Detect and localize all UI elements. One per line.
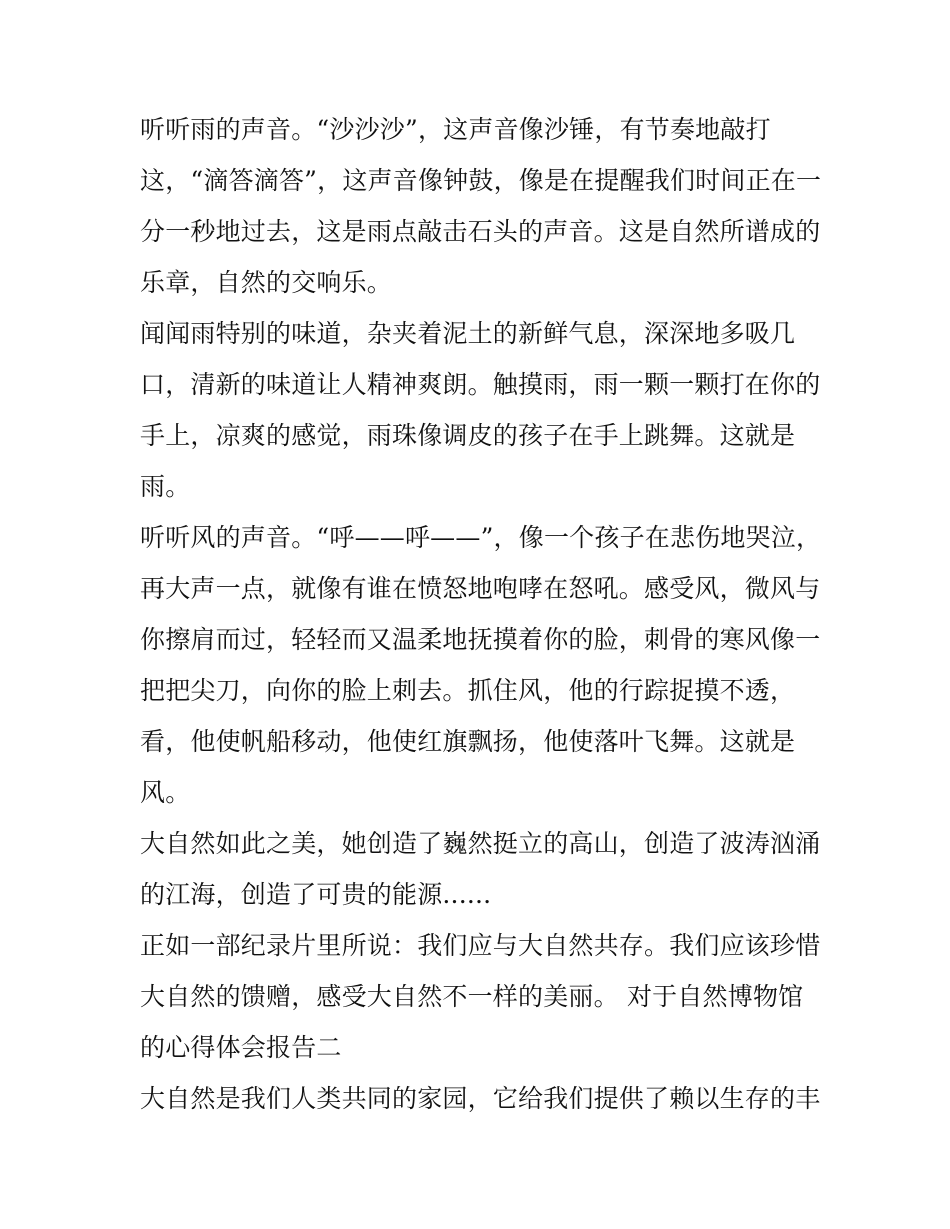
document-body [140,104,820,1124]
text-line: 乐章，自然的交响乐。 [140,268,393,297]
text-line: 看，他使帆船移动，他使红旗飘扬，他使落叶飞舞。这就是 [140,727,796,756]
text-line: 听听雨的声音。“沙沙沙”，这声音像沙锤，有节奏地敲打 [140,115,771,144]
text-line: 这，“滴答滴答”，这声音像钟鼓，像是在提醒我们时间正在一 [140,166,822,195]
text-line: 你擦肩而过，轻轻而又温柔地抚摸着你的脸，刺骨的寒风像一 [140,625,821,654]
text-line: 的江海，创造了可贵的能源...... [140,880,492,909]
text-line: 正如一部纪录片里所说：我们应与大自然共存。我们应该珍惜 [140,931,821,960]
text-line: 雨。 [140,472,191,501]
text-line: 大自然是我们人类共同的家园，它给我们提供了赖以生存的丰 [140,1084,821,1113]
text-line: 听听风的声音。“呼——呼——”，像一个孩子在悲伤地哭泣， [140,523,822,552]
text-line: 再大声一点，就像有谁在愤怒地咆哮在怒吼。感受风，微风与 [140,574,821,603]
text-line: 风。 [140,778,191,807]
text-line: 把把尖刀，向你的脸上刺去。抓住风，他的行踪捉摸不透， [140,676,796,705]
text-line: 大自然如此之美，她创造了巍然挺立的高山，创造了波涛汹涌 [140,829,821,858]
text-line: 手上，凉爽的感觉，雨珠像调皮的孩子在手上跳舞。这就是 [140,421,796,450]
text-line: 闻闻雨特别的味道，杂夹着泥土的新鲜气息，深深地多吸几 [140,319,796,348]
text-line: 口，清新的味道让人精神爽朗。触摸雨，雨一颗一颗打在你的 [140,370,821,399]
text-line: 的心得体会报告二 [140,1033,342,1062]
text-line: 分一秒地过去，这是雨点敲击石头的声音。这是自然所谱成的 [140,217,821,246]
text-line: 大自然的馈赠，感受大自然不一样的美丽。 对于自然博物馆 [140,982,804,1011]
